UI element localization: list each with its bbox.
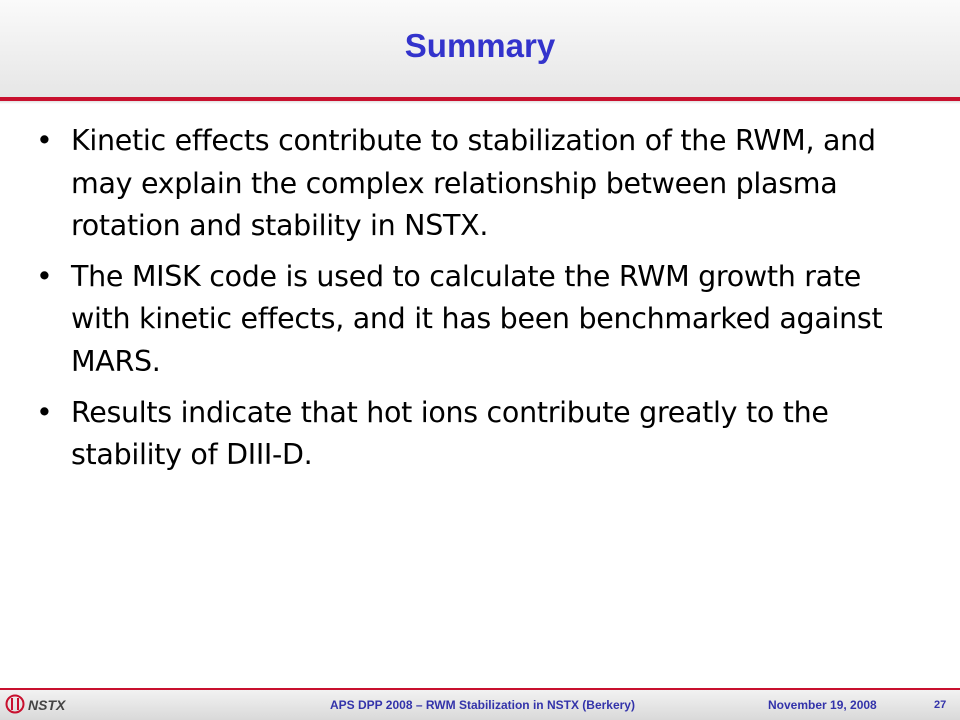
page-number: 27 (934, 699, 947, 711)
bullet-text: The MISK code is used to calculate the RWM growth rate with kinetic effects, and it has been benchmarked against MARS. (71, 259, 883, 378)
bullet-item (36, 392, 916, 477)
footer-conference-text: APS DPP 2008 – RWM Stabilization in NSTX (Berkery) (330, 698, 635, 712)
bullet-icon: • (36, 395, 53, 429)
bullet-icon: • (36, 124, 53, 157)
bullet-list (36, 120, 916, 485)
bullet-item (36, 256, 916, 384)
bullet-item (36, 120, 916, 248)
bullet-text: Results indicate that hot ions contribute greatly to the stability of DIII-D. (71, 395, 829, 472)
header-rule-shadow (0, 101, 960, 104)
bullet-text: Kinetic effects contribute to stabilization of the RWM, and may explain the complex relationship between plasma rotation and stability in NSTX. (71, 124, 876, 243)
org-name: NSTX (28, 697, 66, 713)
bullet-icon: • (36, 259, 53, 293)
footer-date: November 19, 2008 (768, 698, 877, 712)
slide-title: Summary (404, 27, 556, 64)
nstx-logo-icon (5, 694, 25, 714)
